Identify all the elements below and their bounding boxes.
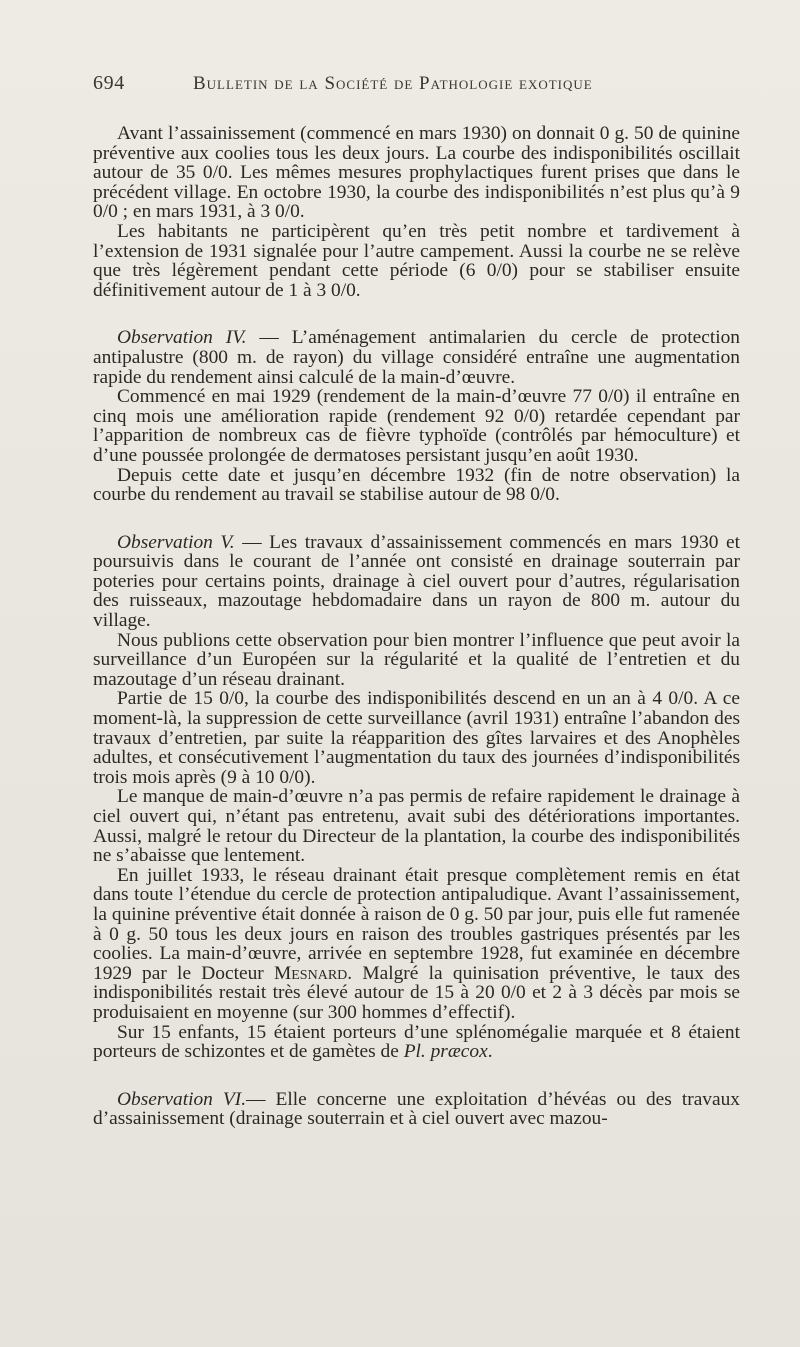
body-text [93, 124, 740, 1129]
observation-iv-label: Observation IV. [117, 327, 247, 349]
running-head: Bulletin de la Société de Pathologie exotique [193, 73, 593, 94]
paragraph [93, 1023, 740, 1062]
paragraph: Le manque de main-d’œuvre n’a pas permis de refaire rapidement le drainage à ciel ouvert qui, n’étant pas entretenu, avait subi des détériorations importantes. Aussi, malgré le retour du Directeur de la plantation, la courbe des indisponibilités ne s’abaisse que lentement. [93, 786, 740, 867]
paragraph: Nous publions cette observation pour bien montrer l’influence que peut avoir la surveillance d’un Européen sur la régularité et la qualité de l’entretien et du mazoutage d’un réseau drainant. [93, 629, 740, 690]
paragraph-text: . Malgré la quinisation préventive, le taux des indisponibilités restait très élevé autour de 15 à 20 0/0 et 2 à 3 décès par mois se produisaient en moyenne (sur 300 hommes d’effectif). [93, 962, 740, 1023]
paragraph [93, 866, 740, 1023]
observation-vi-label: Observation VI. [117, 1088, 247, 1110]
observation-vi-text: — Elle concerne une exploitation d’hévéas ou des travaux d’assainissement (drainage souterrain et à ciel ouvert avec mazou- [93, 1088, 740, 1130]
paragraph: Avant l’assainissement (commencé en mars 1930) on donnait 0 g. 50 de quinine préventive aux coolies tous les deux jours. La courbe des indisponibilités oscillait autour de 35 0/0. Les mêmes mesures prophylactiques furent prises que dans le précédent village. En octobre 1930, la courbe des indisponibilités n’est plus qu’à 9 0/0 ; en mars 1931, à 3 0/0. [93, 123, 740, 223]
paragraph: Les habitants ne participèrent qu’en très petit nombre et tardivement à l’extension de 1931 signalée pour l’autre campement. Aussi la courbe ne se relève que très légèrement pendant cette période (6 0/0) pour se stabiliser ensuite définitivement autour de 1 à 3 0/0. [93, 220, 740, 301]
paragraph-text: . [487, 1041, 493, 1063]
section-gap [93, 300, 740, 328]
observation-v-label: Observation V. [117, 531, 235, 553]
paragraph-text: En juillet 1933, le réseau drainant était presque complètement remis en état dans toute l’étendue du cercle de protection antipaludique. Avant l’assainissement, la quinine préventive était donnée à raison de 0 g. 50 par jour, puis elle fut ramenée à 0 g. 50 tous les deux jours en raison des troubles gastriques présentés par les coolies. La main-d’œuvre, arrivée en septembre 1928, fut examinée en décembre 1929 par le Docteur [93, 864, 740, 984]
section-gap [93, 505, 740, 533]
page-number: 694 [93, 72, 125, 94]
paragraph: Commencé en mai 1929 (rendement de la main-d’œuvre 77 0/0) il entraîne en cinq mois une amélioration rapide (rendement 92 0/0) retardée cependant par l’apparition de nombreux cas de fièvre typhoïde (contrôlés par hémoculture) et d’une poussée prolongée de dermatoses persistant jusqu’en août 1930. [93, 386, 740, 466]
observation-vi-paragraph [93, 1090, 740, 1129]
page-header [93, 72, 740, 106]
observation-iv-paragraph [93, 328, 740, 387]
paragraph-text: Sur 15 enfants, 15 étaient porteurs d’une splénomégalie marquée et 8 étaient porteurs de schizontes et de gamètes de [93, 1021, 740, 1063]
observation-iv-text: — L’aménagement antimalarien du cercle de protection antipalustre (800 m. de rayon) du village considéré entraîne une augmentation rapide du rendement ainsi calculé de la main-d’œuvre. [93, 327, 740, 388]
species-name: Pl. præcox [403, 1041, 488, 1063]
author-name: Mesnard [274, 962, 348, 984]
paragraph: Partie de 15 0/0, la courbe des indisponibilités descend en un an à 4 0/0. A ce moment-là, la suppression de cette surveillance (avril 1931) entraîne l’abandon des travaux d’entretien, par suite la réapparition des gîtes larvaires et des Anophèles adultes, et consécutivement l’augmentation du taux des journées d’indisponibilités trois mois après (9 à 10 0/0). [93, 688, 740, 788]
paragraph: Depuis cette date et jusqu’en décembre 1932 (fin de notre observation) la courbe du rendement au travail se stabilise autour de 98 0/0. [93, 464, 740, 506]
section-gap [93, 1062, 740, 1090]
observation-v-paragraph [93, 533, 740, 631]
observation-v-text: — Les travaux d’assainissement commencés en mars 1930 et poursuivis dans le courant de l’année ont consisté en drainage souterrain par poteries pour certains points, drainage à ciel ouvert pour d’autres, régularisation des ruisseaux, mazoutage hebdomadaire dans un rayon de 800 m. autour du village. [93, 531, 741, 632]
